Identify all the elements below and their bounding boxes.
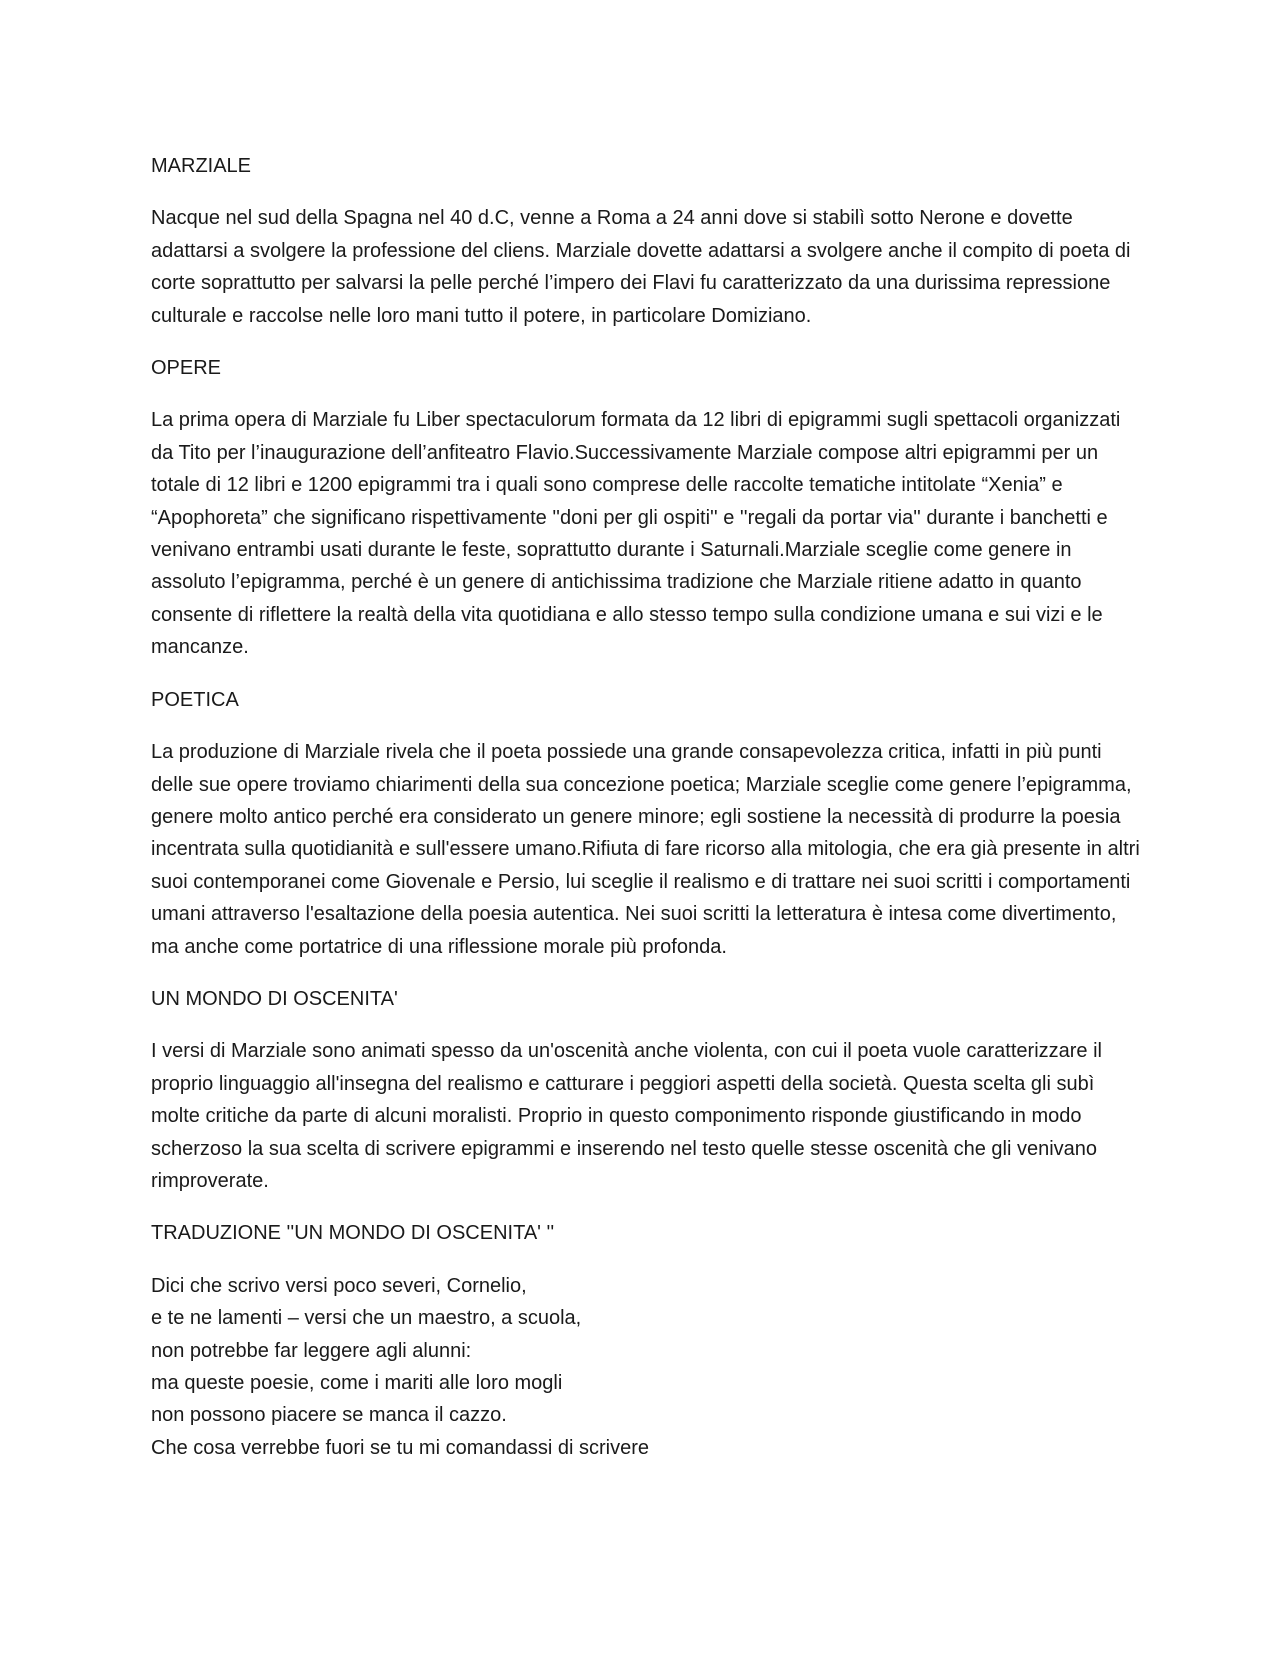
section-paragraph: La produzione di Marziale rivela che il poeta possiede una grande consapevolezza critica, infatti in più punti delle sue opere troviamo chiarimenti della sua concezione poetica; Marziale sceglie come genere l’epigramma, genere molto antico perché era considerato un genere minore; egli sostiene la necessità di produrre la poesia incentrata sulla quotidianità e sull'essere umano.Rifiuta di fare ricorso alla mitologia, che era già presente in altri suoi contemporanei come Giovenale e Persio, lui sceglie il realismo e di trattare nei suoi scritti i comportamenti umani attraverso l'esaltazione della poesia autentica. Nei suoi scritti la letteratura è intesa come divertimento, ma anche come portatrice di una riflessione morale più profonda. [151, 741, 1140, 958]
poem-line: e te ne lamenti – versi che un maestro, a scuola, [151, 1307, 582, 1330]
section-traduzione [151, 1217, 1141, 1464]
section-opere [151, 352, 1141, 664]
section-paragraph: I versi di Marziale sono animati spesso da un'oscenità anche violenta, con cui il poeta vuole caratterizzare il proprio linguaggio all'insegna del realismo e catturare i peggiori aspetti della società. Questa scelta gli subì molte critiche da parte di alcuni moralisti. Proprio in questo componimento risponde giustificando in modo scherzoso la sua scelta di scrivere epigrammi e inserendo nel testo quelle stesse oscenità che gli venivano rimproverate. [151, 1040, 1102, 1192]
translation-heading: TRADUZIONE ''UN MONDO DI OSCENITA' '' [151, 1222, 555, 1245]
section-marziale [151, 150, 1141, 332]
section-poetica [151, 684, 1141, 963]
document-page [151, 150, 1141, 1464]
poem-line: ma queste poesie, come i mariti alle loro mogli [151, 1372, 563, 1394]
section-oscenita [151, 983, 1141, 1197]
translation-poem [151, 1270, 1141, 1464]
poem-line: non possono piacere se manca il cazzo. [151, 1404, 507, 1427]
section-heading: OPERE [151, 357, 222, 380]
poem-line: non potrebbe far leggere agli alunni: [151, 1339, 472, 1362]
section-heading: MARZIALE [151, 155, 252, 177]
poem-line: Dici che scrivo versi poco severi, Cornelio, [151, 1274, 527, 1297]
section-heading: POETICA [151, 688, 239, 711]
poem-line: Che cosa verrebbe fuori se tu mi comandassi di scrivere [151, 1436, 649, 1459]
section-paragraph: Nacque nel sud della Spagna nel 40 d.C, venne a Roma a 24 anni dove si stabilì sotto Nerone e dovette adattarsi a svolgere la professione del cliens. Marziale dovette adattarsi a svolgere anche il compito di poeta di corte soprattutto per salvarsi la pelle perché l’impero dei Flavi fu caratterizzato da una durissima repressione culturale e raccolse nelle loro mani tutto il potere, in particolare Domiziano. [151, 207, 1131, 327]
section-paragraph: La prima opera di Marziale fu Liber spectaculorum formata da 12 libri di epigrammi sugli spettacoli organizzati da Tito per l’inaugurazione dell’anfiteatro Flavio.Successivamente Marziale compose altri epigrammi per un totale di 12 libri e 1200 epigrammi tra i quali sono comprese delle raccolte tematiche intitolate “Xenia” e “Apophoreta” che significano rispettivamente ''doni per gli ospiti'' e ''regali da portar via'' durante i banchetti e venivano entrambi usati durante le feste, soprattutto durante i Saturnali.Marziale sceglie come genere in assoluto l’epigramma, perché è un genere di antichissima tradizione che Marziale ritiene adatto in quanto consente di riflettere la realtà della vita quotidiana e allo stesso tempo sulla condizione umana e sui vizi e le mancanze. [151, 409, 1121, 659]
section-heading: UN MONDO DI OSCENITA' [151, 987, 398, 1010]
